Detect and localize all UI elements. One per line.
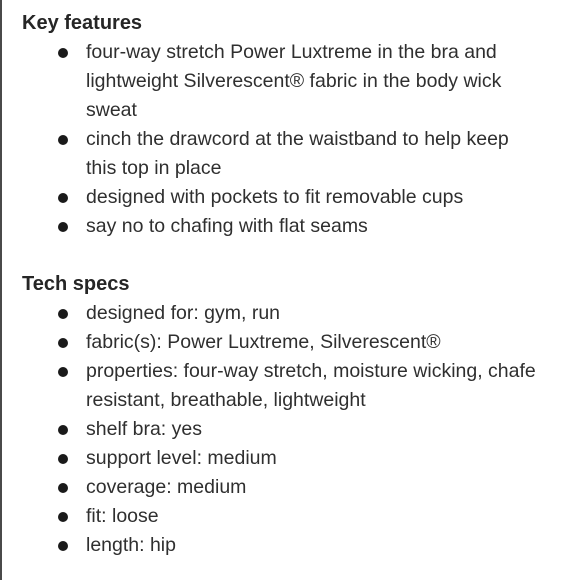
tech-spec-text: fit: loose (86, 505, 159, 527)
bullet-icon (58, 483, 68, 493)
tech-spec-text: length: hip (86, 534, 176, 556)
tech-spec-text: fabric(s): Power Luxtreme, Silverescent® (86, 331, 441, 353)
list-item (22, 183, 580, 212)
key-feature-text: designed with pockets to fit removable cups (86, 186, 464, 208)
list-item (22, 299, 580, 328)
tech-spec-text: coverage: medium (86, 476, 247, 498)
key-feature-text: say no to chafing with flat seams (86, 215, 368, 237)
section-spacer (22, 241, 580, 270)
product-details (22, 9, 580, 560)
bullet-icon (58, 193, 68, 203)
bullet-icon (58, 367, 68, 377)
tech-spec-text: shelf bra: yes (86, 418, 202, 440)
list-item (22, 473, 580, 502)
list-item (22, 444, 580, 473)
tech-spec-text: properties: four-way stretch, moisture wicking, chafe resistant, breathable, lightweight (86, 360, 536, 411)
list-item (22, 502, 580, 531)
list-item (22, 38, 580, 125)
bullet-icon (58, 338, 68, 348)
list-item (22, 357, 580, 415)
key-features-heading: Key features (22, 12, 143, 34)
tech-spec-text: designed for: gym, run (86, 302, 281, 324)
list-item (22, 415, 580, 444)
bullet-icon (58, 512, 68, 522)
key-feature-text: cinch the drawcord at the waistband to help keep this top in place (86, 128, 509, 179)
key-features-list (22, 38, 580, 241)
bullet-icon (58, 309, 68, 319)
bullet-icon (58, 135, 68, 145)
list-item (22, 328, 580, 357)
tech-specs-heading: Tech specs (22, 273, 130, 295)
key-feature-text: four-way stretch Power Luxtreme in the bra and lightweight Silverescent® fabric in the body wick sweat (86, 41, 502, 121)
bullet-icon (58, 222, 68, 232)
tech-spec-text: support level: medium (86, 447, 277, 469)
list-item (22, 531, 580, 560)
tech-specs-list (22, 299, 580, 560)
bullet-icon (58, 48, 68, 58)
left-border-rule (0, 0, 2, 580)
list-item (22, 212, 580, 241)
bullet-icon (58, 454, 68, 464)
bullet-icon (58, 425, 68, 435)
bullet-icon (58, 541, 68, 551)
list-item (22, 125, 580, 183)
